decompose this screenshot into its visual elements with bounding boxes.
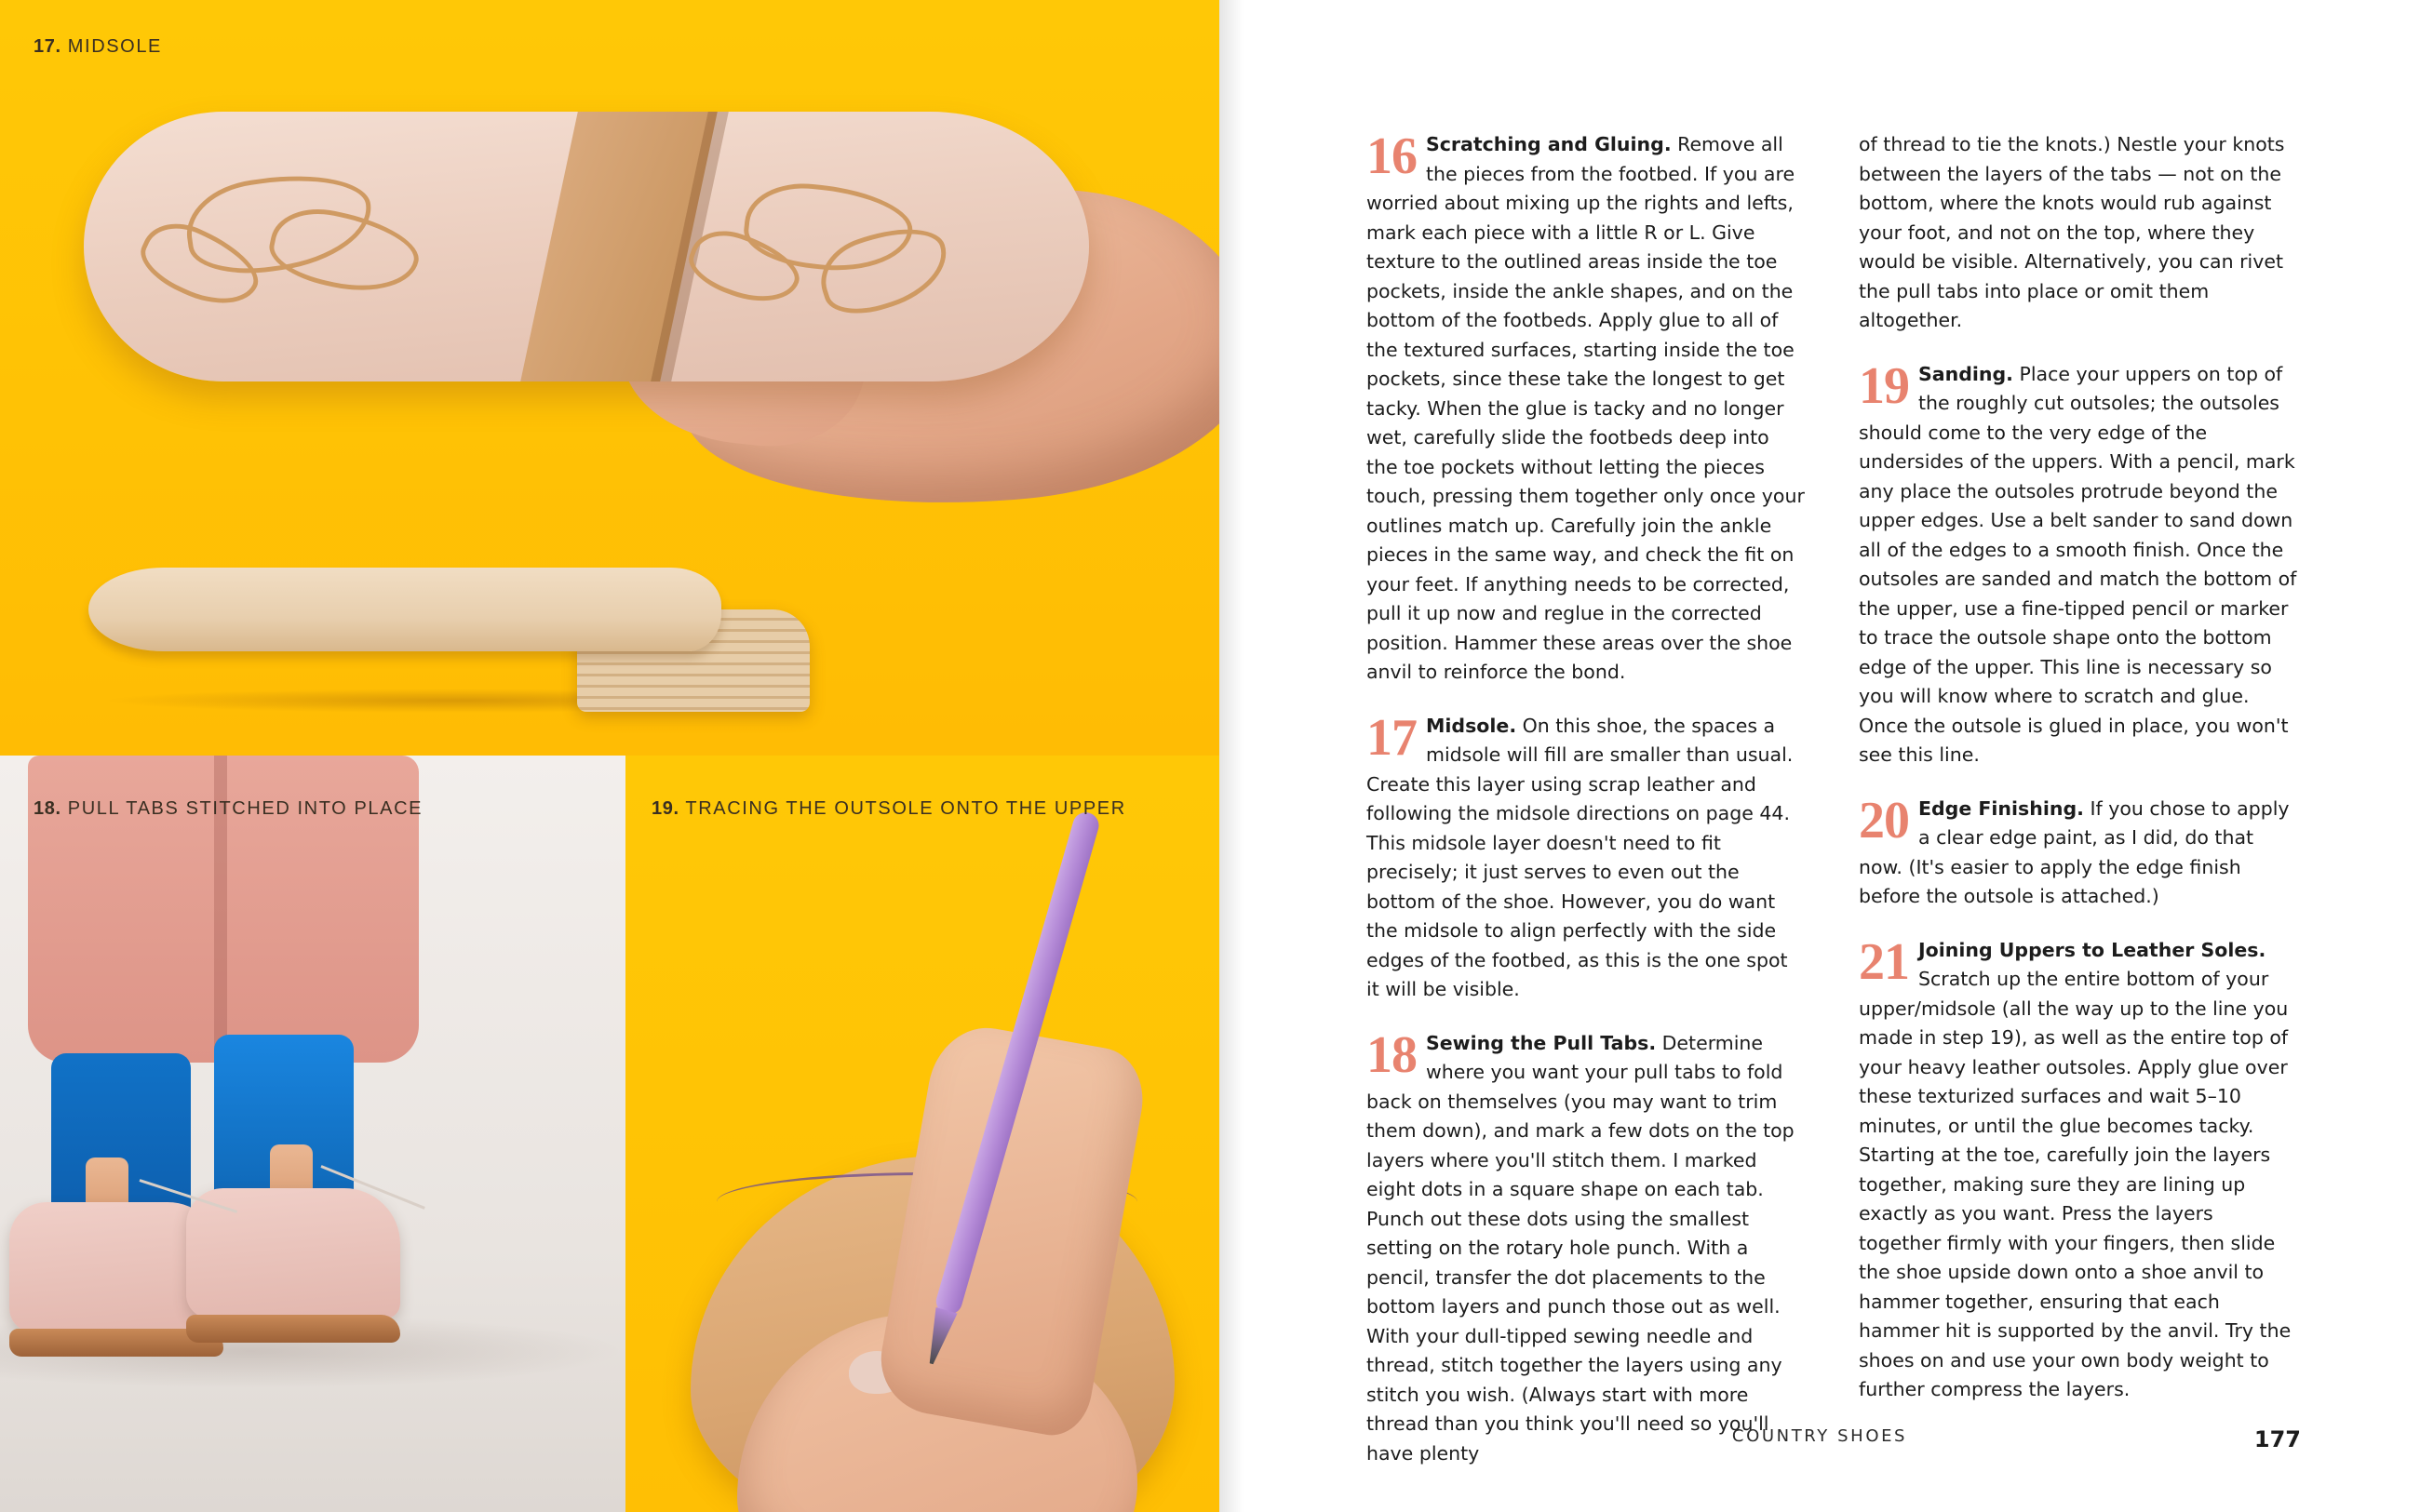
caption-18-text: PULL TABS STITCHED INTO PLACE xyxy=(67,798,424,819)
photo-pull-tabs xyxy=(0,756,625,1512)
step-18-continued xyxy=(1859,130,2297,336)
wooden-sole-last xyxy=(88,568,721,651)
photo-tracing-outsole xyxy=(625,756,1219,1512)
step-16 xyxy=(1366,127,1805,688)
step-19-lead: Sanding. xyxy=(1918,362,2013,385)
right-page-text xyxy=(1219,0,2420,1512)
step-17 xyxy=(1366,708,1805,1005)
photo-midsole xyxy=(0,0,1219,756)
step-20-body: If you chose to apply a clear edge paint, as I did, do that now. (It's easier to apply the edge finish before the outsole is attached.) xyxy=(1859,796,2290,907)
step-18-lead: Sewing the Pull Tabs. xyxy=(1426,1031,1657,1054)
caption-19 xyxy=(652,796,1126,823)
step-18-number: 18 xyxy=(1366,1025,1417,1084)
page-number: 177 xyxy=(2253,1426,2301,1452)
step-17-number: 17 xyxy=(1366,708,1417,767)
step-21-lead: Joining Uppers to Leather Soles. xyxy=(1918,938,2266,961)
running-head: COUNTRY SHOES xyxy=(1731,1426,1908,1446)
step-19-body: Place your uppers on top of the roughly cut outsoles; the outsoles should come to the very edge of the undersides of the uppers. With a pencil, mark any place the outsoles protrude beyond the upper edges. Use a belt sander to sand down all of the edges to a smooth finish. Once the outsoles are sanded and match the bottom of the upper, use a fine-tipped pencil or marker to trace the outsole shape onto the bottom edge of the upper. This line is necessary so you will know where to scratch and glue. Once the outsole is glued in place, you won't see this line. xyxy=(1859,362,2297,766)
step-18 xyxy=(1366,1025,1805,1469)
page-footer xyxy=(1219,1426,2420,1454)
caption-17 xyxy=(34,33,162,60)
step-20-number: 20 xyxy=(1859,791,1909,850)
step-21-body: Scratch up the entire bottom of your upper/midsole (all the way up to the line you made in step 19), as well as the entire top of your heavy leather outsoles. Apply glue over these texturized surfaces and wait 5–10 minutes, or until the glue becomes tacky. Starting at the toe, carefully join the layers together, making sure they are lining up exactly as you want. Press the layers together firmly with your fingers, then slide the shoe upside down onto a shoe anvil to hammer together, ensuring that each hammer hit is supported by the anvil. Try the shoes on and use your own body weight to further compress the layers. xyxy=(1859,968,2292,1400)
caption-18 xyxy=(34,796,423,823)
step-20-lead: Edge Finishing. xyxy=(1918,796,2084,820)
step-19 xyxy=(1859,356,2297,770)
step-16-body: Remove all the pieces from the footbed. If you are worried about mixing up the rights and lefts, mark each piece with a little R or L. Give texture to the outlined areas inside the toe pockets, inside the ankle shapes, and on the bottom of the footbeds. Apply glue to all of the textured surfaces, starting inside the toe pockets, since these take the longest to get tacky. When the glue is tacky and no longer wet, carefully slide the footbeds deep into the toe pockets without letting the pieces touch, pressing them together only once your outlines match up. Carefully join the ankle pieces in the same way, and check the fit on your feet. If anything needs to be corrected, pull it up now and reglue in the corrected position. Hammer these areas over the shoe anvil to reinforce the bond. xyxy=(1366,133,1805,683)
step-18-body: Determine where you want your pull tabs to fold back on themselves (you may want to trim them down), and mark a few dots on the top layers where you'll stitch them. I marked eight dots in a square shape on each tab. Punch out these dots using the smallest setting on the rotary hole punch. With a pencil, transfer the dot placements to the bottom layers and punch those out as well. With your dull-tipped sewing needle and thread, stitch together the layers using any stitch you wish. (Always start with more thread than you think you'll need so you'll have plenty xyxy=(1366,1031,1795,1465)
caption-17-text: MIDSOLE xyxy=(67,36,163,57)
step-20 xyxy=(1859,791,2297,912)
step-17-body: On this shoe, the spaces a midsole will fill are smaller than usual. Create this layer using scrap leather and following the midsole directions on page 44. This midsole layer doesn't need to fit precisely; it just serves to even out the bottom of the shoe. However, you do want the midsole to align perfectly with the side edges of the footbed, as this is the one spot it will be visible. xyxy=(1366,714,1794,1000)
caption-19-number: 19. xyxy=(652,798,679,819)
shoe-right xyxy=(186,1188,400,1318)
caption-17-number: 17. xyxy=(34,36,61,57)
step-16-lead: Scratching and Gluing. xyxy=(1426,133,1672,155)
step-21 xyxy=(1859,932,2297,1405)
step-17-lead: Midsole. xyxy=(1426,714,1517,737)
column-left xyxy=(1366,127,1805,1465)
column-right xyxy=(1859,130,2297,1400)
step-19-number: 19 xyxy=(1859,356,1909,415)
step-16-number: 16 xyxy=(1366,127,1417,185)
step-21-number: 21 xyxy=(1859,932,1909,991)
caption-19-text: TRACING THE OUTSOLE ONTO THE UPPER xyxy=(685,798,1126,819)
step-18-continued-body: of thread to tie the knots.) Nestle your knots between the layers of the tabs — not on the bottom, where the knots would rub against your foot, and not on the top, where they would be visible. Alternatively, you can rivet the pull tabs into place or omit them altogether. xyxy=(1859,133,2285,331)
shoe-sole xyxy=(186,1315,400,1343)
caption-18-number: 18. xyxy=(34,798,61,819)
